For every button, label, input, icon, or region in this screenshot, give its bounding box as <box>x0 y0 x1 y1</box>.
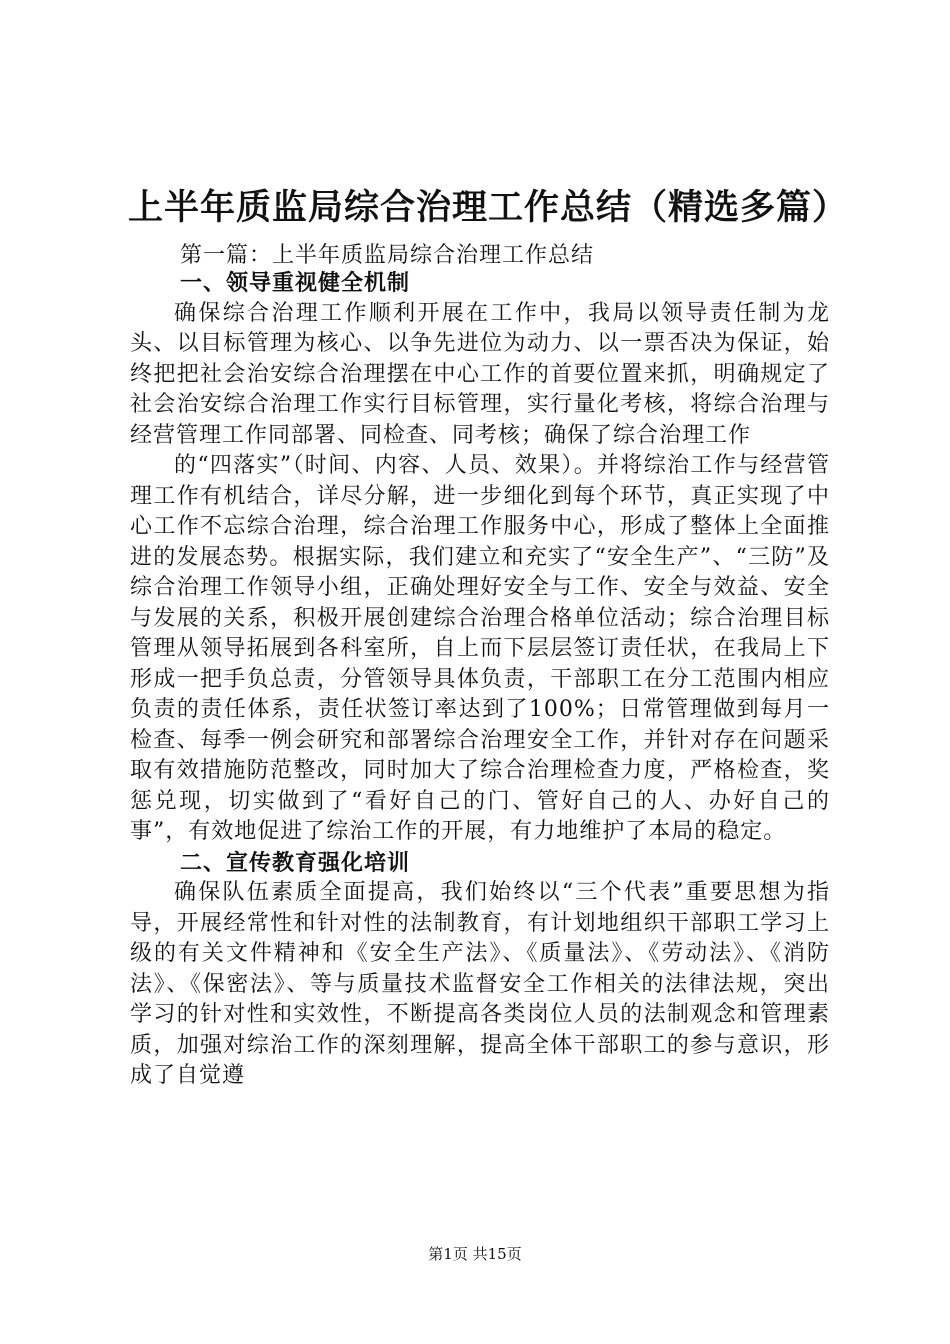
document-title: 上半年质监局综合治理工作总结（精选多篇） <box>128 187 849 228</box>
section-1-paragraph-2: 的“四落实”（时间、内容、人员、效果）。并将综治工作与经营管理工作有机结合，详尽分解，进一步细化到每个环节，真正实现了中心工作不忘综合治理，综合治理工作服务中心，形成了整体上全面推进的发展态势。根据实际，我们建立和充实了“安全生产”、“三防”及综合治理工作领导小组，正确处理好安全与工作、安全与效益、安全与发展的关系，积极开展创建综合治理合格单位活动；综合治理目标管理从领导拓展到各科室所，自上而下层层签订责任状，在我局上下形成一把手负总责，分管领导具体负责，干部职工在分工范围内相应负责的责任体系，责任状签订率达到了100%；日常管理做到每月一检查、每季一例会研究和部署综合治理安全工作，并针对存在问题采取有效措施防范整改，同时加大了综合治理检查力度，严格检查，奖惩兑现，切实做到了“看好自己的门、管好自己的人、办好自己的事”，有效地促进了综治工作的开展，有力地维护了本局的稳定。 <box>130 453 830 844</box>
section-2-paragraph-1: 确保队伍素质全面提高，我们始终以“三个代表”重要思想为指导，开展经常性和针对性的法制教育，有计划地组织干部职工学习上级的有关文件精神和《安全生产法》、《质量法》、《劳动法》、《消防法》、《保密法》、等与质量技术监督安全工作相关的法律法规，突出学习的针对性和实效性，不断提高各类岗位人员的法制观念和管理素质，加强对综治工作的深刻理解，提高全体干部职工的参与意识，形成了自觉遵 <box>130 880 830 1088</box>
section-1-heading: 一、领导重视健全机制 <box>180 270 411 296</box>
section-1-paragraph-1: 确保综合治理工作顺利开展在工作中，我局以领导责任制为龙头、以目标管理为核心、以争先进位为动力、以一票否决为保证，始终把把社会治安综合治理摆在中心工作的首要位置来抓，明确规定了社会治安综合治理工作实行目标管理，实行量化考核，将综合治理与经营管理工作同部署、同检查、同考核；确保了综合治理工作 <box>130 300 830 448</box>
document-body <box>130 268 830 1092</box>
page-footer: 第1页 共15页 <box>428 1245 522 1263</box>
chapter-subtitle: 第一篇：上半年质监局综合治理工作总结 <box>180 243 595 268</box>
section-2-heading: 二、宣传教育强化培训 <box>180 849 411 876</box>
